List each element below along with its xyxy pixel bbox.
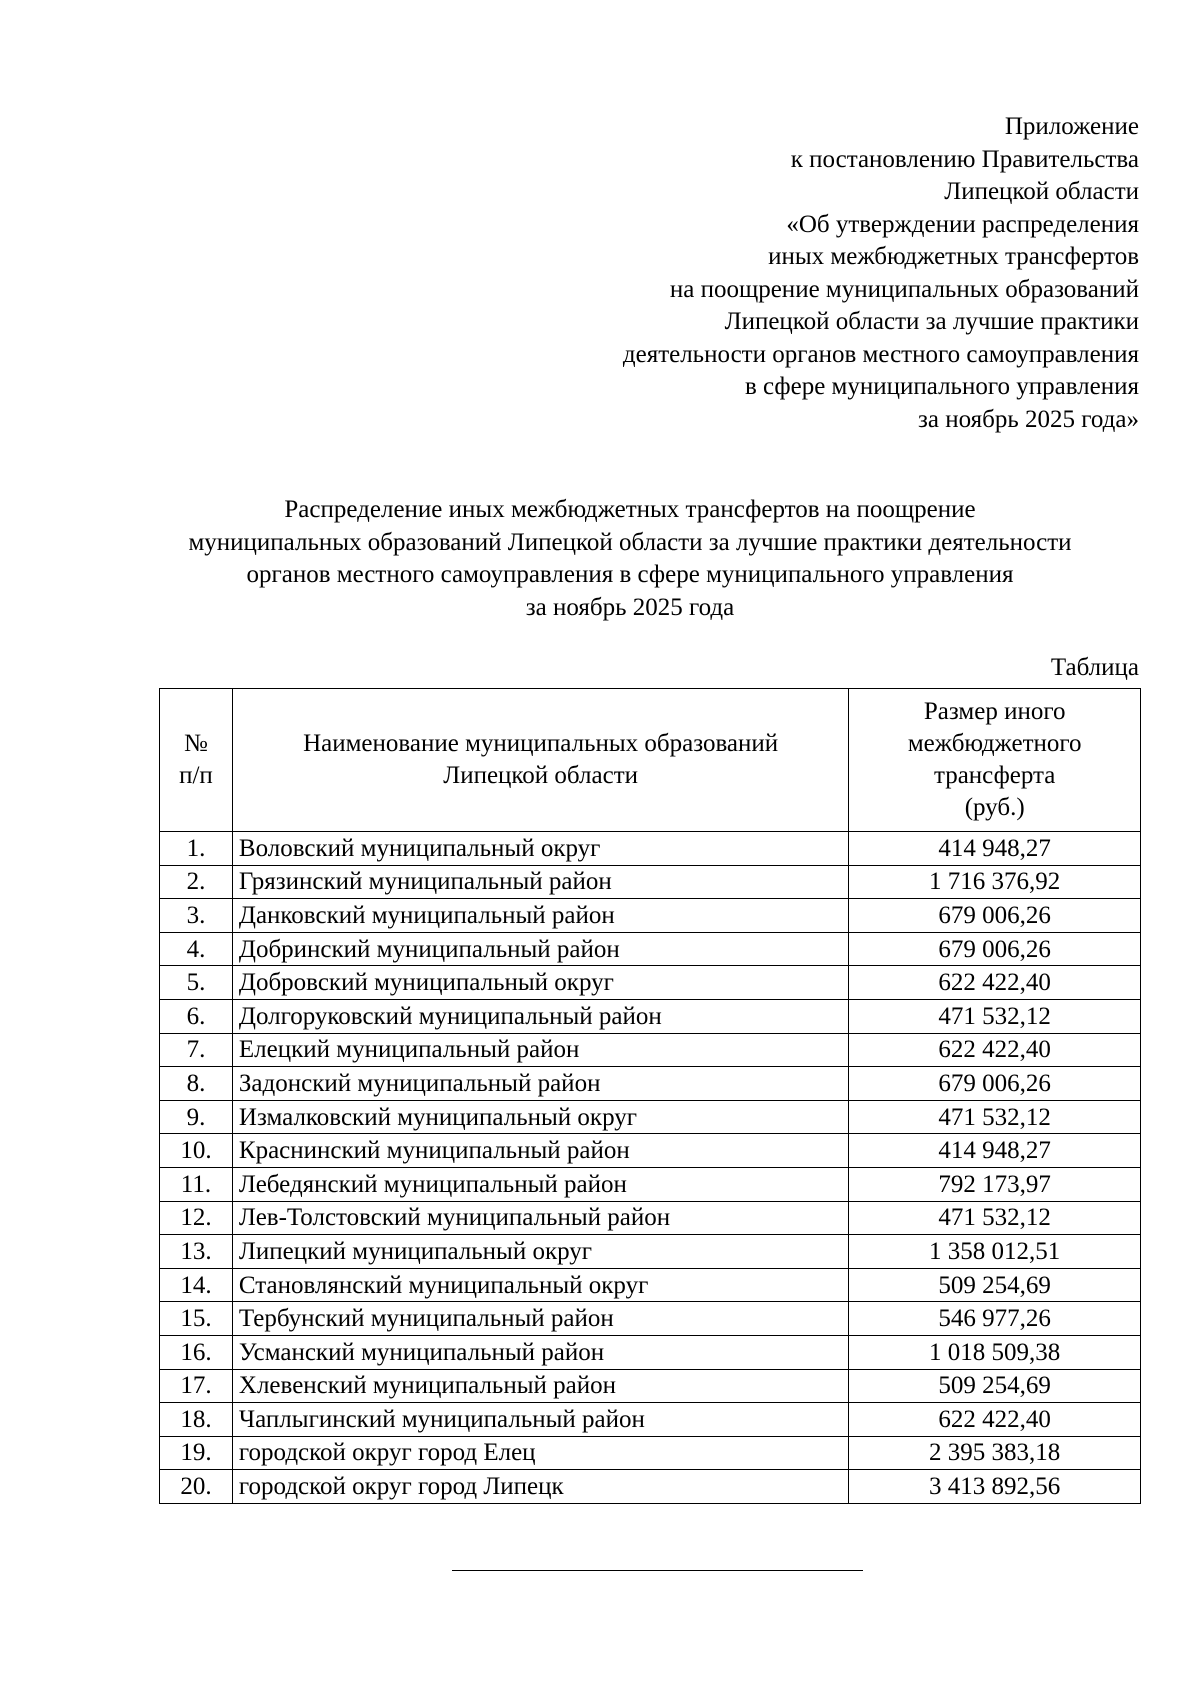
appendix-line: в сфере муниципального управления xyxy=(744,373,1139,400)
municipality-name: городской округ город Липецк xyxy=(232,1470,848,1504)
row-number: 12. xyxy=(160,1201,233,1235)
table-row xyxy=(160,1268,1141,1302)
row-number: 16. xyxy=(160,1335,233,1369)
row-number: 1. xyxy=(160,832,233,866)
table-row xyxy=(160,832,1141,866)
row-number: 15. xyxy=(160,1302,233,1336)
appendix-line: деятельности органов местного самоуправления xyxy=(622,340,1139,368)
header-number xyxy=(160,689,233,832)
document-title xyxy=(100,494,1160,624)
table-row xyxy=(160,932,1141,966)
table-row xyxy=(160,899,1141,933)
transfer-amount: 546 977,26 xyxy=(849,1302,1141,1336)
table-row xyxy=(160,1403,1141,1437)
footer-divider xyxy=(452,1570,863,1571)
table-header-row xyxy=(160,689,1141,832)
row-number: 19. xyxy=(160,1436,233,1470)
table-row xyxy=(160,1033,1141,1067)
municipality-name: Воловский муниципальный округ xyxy=(232,832,848,866)
row-number: 11. xyxy=(160,1167,233,1201)
row-number: 6. xyxy=(160,999,233,1033)
row-number: 20. xyxy=(160,1470,233,1504)
table-row xyxy=(160,966,1141,1000)
transfer-amount: 622 422,40 xyxy=(849,966,1141,1000)
row-number: 17. xyxy=(160,1369,233,1403)
title-line: за ноябрь 2025 года xyxy=(525,593,735,621)
header-text: (руб.) xyxy=(964,794,1025,821)
municipality-name: городской округ город Елец xyxy=(232,1436,848,1470)
title-line: органов местного самоуправления в сфере муниципального управления xyxy=(246,561,1014,588)
table-row xyxy=(160,1335,1141,1369)
transfer-amount: 1 018 509,38 xyxy=(849,1335,1141,1369)
municipality-name: Задонский муниципальный район xyxy=(232,1067,848,1101)
municipality-name: Лев-Толстовский муниципальный район xyxy=(232,1201,848,1235)
municipality-name: Данковский муниципальный район xyxy=(232,899,848,933)
table-row xyxy=(160,1302,1141,1336)
table-row xyxy=(160,1235,1141,1269)
table-row xyxy=(160,1201,1141,1235)
appendix-line: к постановлению Правительства xyxy=(790,145,1139,173)
row-number: 4. xyxy=(160,932,233,966)
transfer-amount: 792 173,97 xyxy=(849,1167,1141,1201)
transfer-amount: 679 006,26 xyxy=(849,932,1141,966)
table-row xyxy=(160,999,1141,1033)
row-number: 3. xyxy=(160,899,233,933)
transfer-amount: 679 006,26 xyxy=(849,899,1141,933)
appendix-line: за ноябрь 2025 года» xyxy=(918,405,1139,433)
transfer-amount: 622 422,40 xyxy=(849,1403,1141,1437)
table-row xyxy=(160,1436,1141,1470)
header-text: трансферта xyxy=(933,762,1056,789)
municipality-name: Тербунский муниципальный район xyxy=(232,1302,848,1336)
appendix-line: Липецкой области xyxy=(944,178,1139,205)
row-number: 13. xyxy=(160,1235,233,1269)
municipality-name: Чаплыгинский муниципальный район xyxy=(232,1403,848,1437)
header-text: п/п xyxy=(179,762,213,789)
municipality-name: Усманский муниципальный район xyxy=(232,1335,848,1369)
row-number: 5. xyxy=(160,966,233,1000)
row-number: 14. xyxy=(160,1268,233,1302)
transfer-amount: 3 413 892,56 xyxy=(849,1470,1141,1504)
appendix-line: Липецкой области за лучшие практики xyxy=(724,308,1139,335)
header-name xyxy=(232,689,848,832)
transfer-amount: 471 532,12 xyxy=(849,999,1141,1033)
municipality-name: Становлянский муниципальный округ xyxy=(232,1268,848,1302)
municipality-name: Добровский муниципальный округ xyxy=(232,966,848,1000)
appendix-line: «Об утверждении распределения xyxy=(786,210,1139,238)
appendix-line: на поощрение муниципальных образований xyxy=(669,275,1139,303)
table-row xyxy=(160,1369,1141,1403)
transfer-amount: 414 948,27 xyxy=(849,1134,1141,1168)
row-number: 18. xyxy=(160,1403,233,1437)
appendix-line: иных межбюджетных трансфертов xyxy=(768,243,1139,270)
municipality-name: Измалковский муниципальный округ xyxy=(232,1100,848,1134)
row-number: 10. xyxy=(160,1134,233,1168)
title-line: муниципальных образований Липецкой области за лучшие практики деятельности xyxy=(188,528,1072,556)
transfer-amount: 471 532,12 xyxy=(849,1201,1141,1235)
transfer-amount: 414 948,27 xyxy=(849,832,1141,866)
table-row xyxy=(160,1067,1141,1101)
header-text: № xyxy=(184,730,208,757)
municipality-name: Грязинский муниципальный район xyxy=(232,865,848,899)
table-body xyxy=(160,832,1141,1504)
table-row xyxy=(160,1470,1141,1504)
transfer-amount: 679 006,26 xyxy=(849,1067,1141,1101)
municipality-name: Лебедянский муниципальный район xyxy=(232,1167,848,1201)
row-number: 7. xyxy=(160,1033,233,1067)
table-row xyxy=(160,1167,1141,1201)
title-line: Распределение иных межбюджетных трансфертов на поощрение xyxy=(284,496,976,523)
municipality-name: Елецкий муниципальный район xyxy=(232,1033,848,1067)
municipality-name: Добринский муниципальный район xyxy=(232,932,848,966)
transfer-amount: 2 395 383,18 xyxy=(849,1436,1141,1470)
transfer-amount: 509 254,69 xyxy=(849,1268,1141,1302)
municipality-name: Краснинский муниципальный район xyxy=(232,1134,848,1168)
transfer-amount: 622 422,40 xyxy=(849,1033,1141,1067)
transfer-amount: 1 716 376,92 xyxy=(849,865,1141,899)
table-row xyxy=(160,865,1141,899)
municipality-name: Липецкий муниципальный округ xyxy=(232,1235,848,1269)
header-text: Липецкой области xyxy=(443,762,638,789)
header-text: Размер иного xyxy=(923,698,1066,725)
table-row xyxy=(160,1134,1141,1168)
transfer-amount: 1 358 012,51 xyxy=(849,1235,1141,1269)
transfer-amount: 509 254,69 xyxy=(849,1369,1141,1403)
row-number: 8. xyxy=(160,1067,233,1101)
municipality-name: Хлевенский муниципальный район xyxy=(232,1369,848,1403)
header-text: межбюджетного xyxy=(907,730,1082,757)
transfer-amount: 471 532,12 xyxy=(849,1100,1141,1134)
table-label: Таблица xyxy=(1050,654,1139,681)
header-amount xyxy=(849,689,1141,832)
header-text: Наименование муниципальных образований xyxy=(303,730,779,757)
appendix-line: Приложение xyxy=(1004,113,1139,140)
table-row xyxy=(160,1100,1141,1134)
row-number: 9. xyxy=(160,1100,233,1134)
row-number: 2. xyxy=(160,865,233,899)
distribution-table xyxy=(159,688,1141,1504)
appendix-block xyxy=(439,111,1139,436)
municipality-name: Долгоруковский муниципальный район xyxy=(232,999,848,1033)
